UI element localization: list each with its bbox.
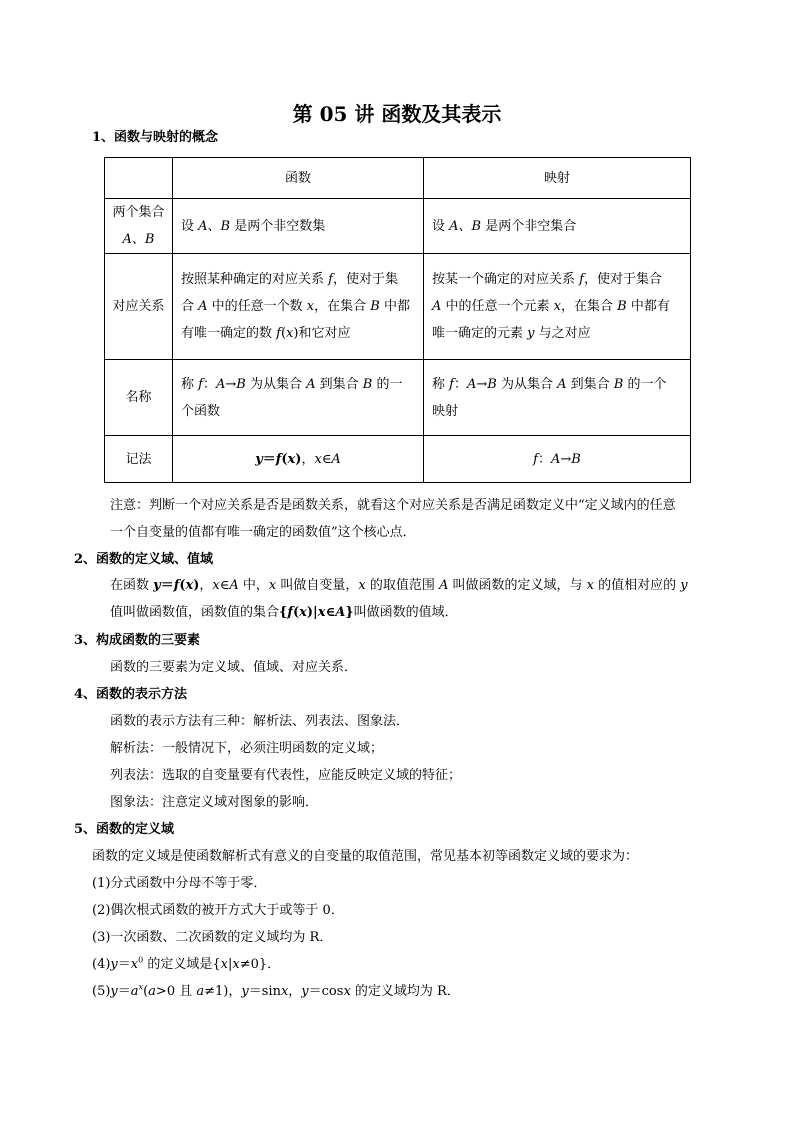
cell-mapping-correspondence: 按某一个确定的对应关系 f，使对于集合 A 中的任意一个元素 x，在集合 B 中都有 唯一确定的元素 y 与之对应 <box>424 254 691 360</box>
section-3-heading: 3、构成函数的三要素 <box>74 633 201 648</box>
row-label-name: 名称 <box>105 360 173 436</box>
section-5-heading: 5、函数的定义域 <box>74 822 175 837</box>
table-header-row <box>105 158 691 199</box>
section-2-heading: 2、函数的定义域、值域 <box>74 552 214 567</box>
cell-mapping-notation: f：A→B <box>424 436 691 483</box>
note-line-2: 一个自变量的值都有唯一确定的函数值”这个核心点． <box>110 525 416 540</box>
cell-mapping-name: 称 f：A→B 为从集合 A 到集合 B 的一个 映射 <box>424 360 691 436</box>
table-row <box>105 199 691 254</box>
note-line-1: 注意：判断一个对应关系是否是函数关系，就看这个对应关系是否满足函数定义中“定义域内的任意 <box>110 498 676 513</box>
domain-range-line-1: 在函数 y＝f(x)，x∈A 中，x 叫做自变量，x 的取值范围 A 叫做函数的定义域，与 x 的值相对应的 y <box>110 578 688 593</box>
representation-line-3: 列表法：选取的自变量要有代表性，应能反映定义域的特征； <box>110 768 462 783</box>
table-row <box>105 436 691 483</box>
row-label-notation: 记法 <box>105 436 173 483</box>
page-title: 第 05 讲 函数及其表示 <box>292 102 502 126</box>
representation-line-4: 图象法：注意定义域对图象的影响． <box>110 795 319 810</box>
function-mapping-table <box>104 157 691 483</box>
domain-intro-text: 函数的定义域是使函数解析式有意义的自变量的取值范围，常见基本初等函数定义域的要求为： <box>92 849 639 864</box>
cell-function-name: 称 f：A→B 为从集合 A 到集合 B 的一 个函数 <box>173 360 424 436</box>
table-row <box>105 254 691 360</box>
row-label-sets: 两个集合 A、B <box>105 199 173 254</box>
cell-mapping-sets: 设 A、B 是两个非空集合 <box>424 199 691 254</box>
domain-rule-4: $(4)y=x^0$ 的定义域是{x|x≠0}． <box>92 955 281 972</box>
cell-function-notation: y＝f(x)，x∈A <box>173 436 424 483</box>
domain-range-line-2: 值叫做函数值，函数值的集合{f(x)|x∈A}叫做函数的值域． <box>110 605 458 620</box>
table-header-empty <box>105 158 173 199</box>
section-4-heading: 4、函数的表示方法 <box>74 687 188 702</box>
cell-function-correspondence: 按照某种确定的对应关系 f，使对于集 合 A 中的任意一个数 x，在集合 B 中都 有唯一确定的数 f(x)和它对应 <box>173 254 424 360</box>
row-label-correspondence: 对应关系 <box>105 254 173 360</box>
domain-rule-5: $(5)y=a^x(a>0$ 且 a≠1)，y＝sinx，y＝cosx 的定义域均为 R． <box>92 982 460 999</box>
domain-rule-2: (2)偶次根式函数的被开方式大于或等于 0． <box>92 903 344 918</box>
table-row <box>105 360 691 436</box>
table-header-function: 函数 <box>173 158 424 199</box>
domain-rule-3: (3)一次函数、二次函数的定义域均为 R． <box>92 930 333 945</box>
section-1-heading: 1、函数与映射的概念 <box>92 130 219 145</box>
three-elements-text: 函数的三要素为定义域、值域、对应关系． <box>110 660 358 675</box>
representation-line-1: 函数的表示方法有三种：解析法、列表法、图象法． <box>110 714 410 729</box>
table-header-mapping: 映射 <box>424 158 691 199</box>
domain-rule-1: (1)分式函数中分母不等于零． <box>92 876 267 891</box>
representation-line-2: 解析法：一般情况下，必须注明函数的定义域； <box>110 741 384 756</box>
cell-function-sets: 设 A、B 是两个非空数集 <box>173 199 424 254</box>
